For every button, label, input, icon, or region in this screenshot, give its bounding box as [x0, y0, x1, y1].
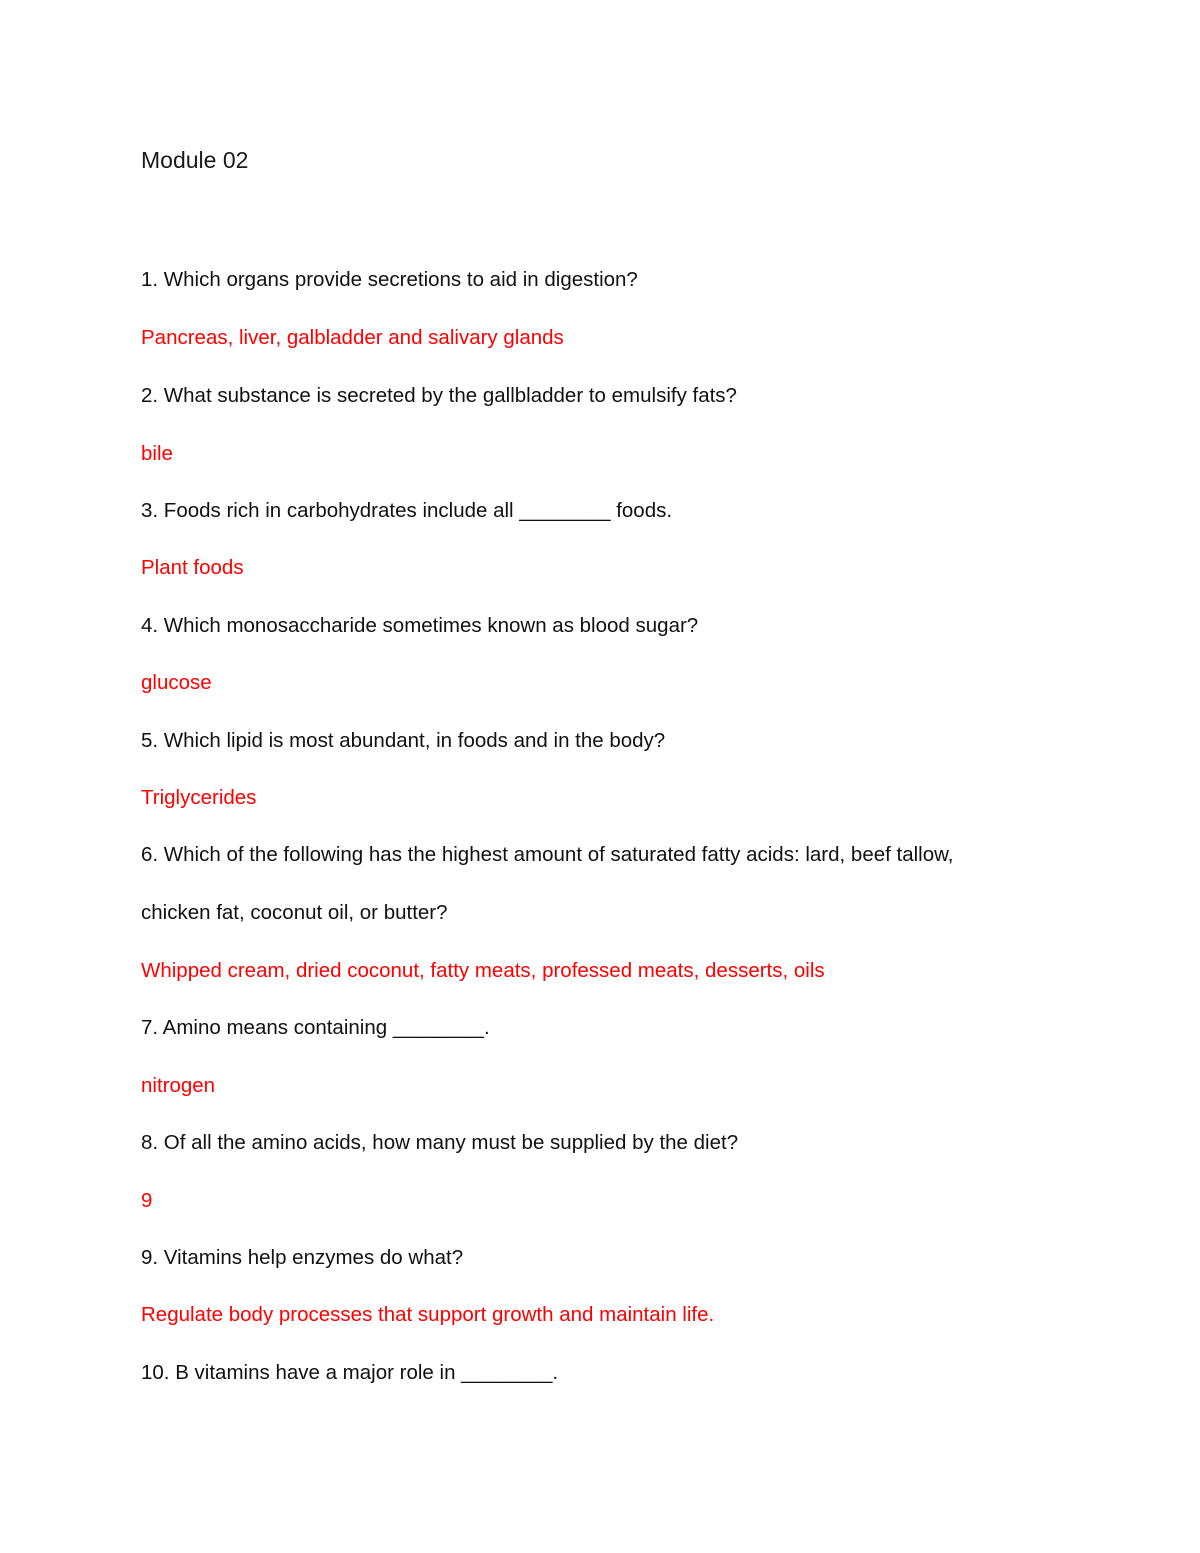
question-8: 8. Of all the amino acids, how many must be supplied by the diet?: [141, 1131, 739, 1154]
question-5: 5. Which lipid is most abundant, in foods and in the body?: [141, 729, 666, 752]
answer-9: Regulate body processes that support growth and maintain life.: [141, 1303, 715, 1326]
question-3: 3. Foods rich in carbohydrates include all ________ foods.: [141, 499, 673, 522]
question-9: 9. Vitamins help enzymes do what?: [141, 1246, 464, 1269]
question-10: 10. B vitamins have a major role in ________.: [141, 1361, 559, 1384]
question-6-line-1: 6. Which of the following has the highest amount of saturated fatty acids: lard, beef tallow,: [141, 843, 954, 866]
answer-8: 9: [141, 1189, 153, 1212]
answer-7: nitrogen: [141, 1074, 216, 1097]
answer-5: Triglycerides: [141, 786, 257, 809]
answer-2: bile: [141, 442, 173, 465]
answer-6: Whipped cream, dried coconut, fatty meats, professed meats, desserts, oils: [141, 959, 825, 982]
question-1: 1. Which organs provide secretions to aid in digestion?: [141, 268, 638, 291]
question-2: 2. What substance is secreted by the gallbladder to emulsify fats?: [141, 384, 737, 407]
question-7: 7. Amino means containing ________.: [141, 1016, 490, 1039]
answer-4: glucose: [141, 671, 212, 694]
answer-1: Pancreas, liver, galbladder and salivary glands: [141, 326, 564, 349]
question-4: 4. Which monosaccharide sometimes known as blood sugar?: [141, 614, 699, 637]
document-title: Module 02: [141, 147, 249, 173]
answer-3: Plant foods: [141, 556, 244, 579]
question-6-line-2: chicken fat, coconut oil, or butter?: [141, 901, 448, 924]
